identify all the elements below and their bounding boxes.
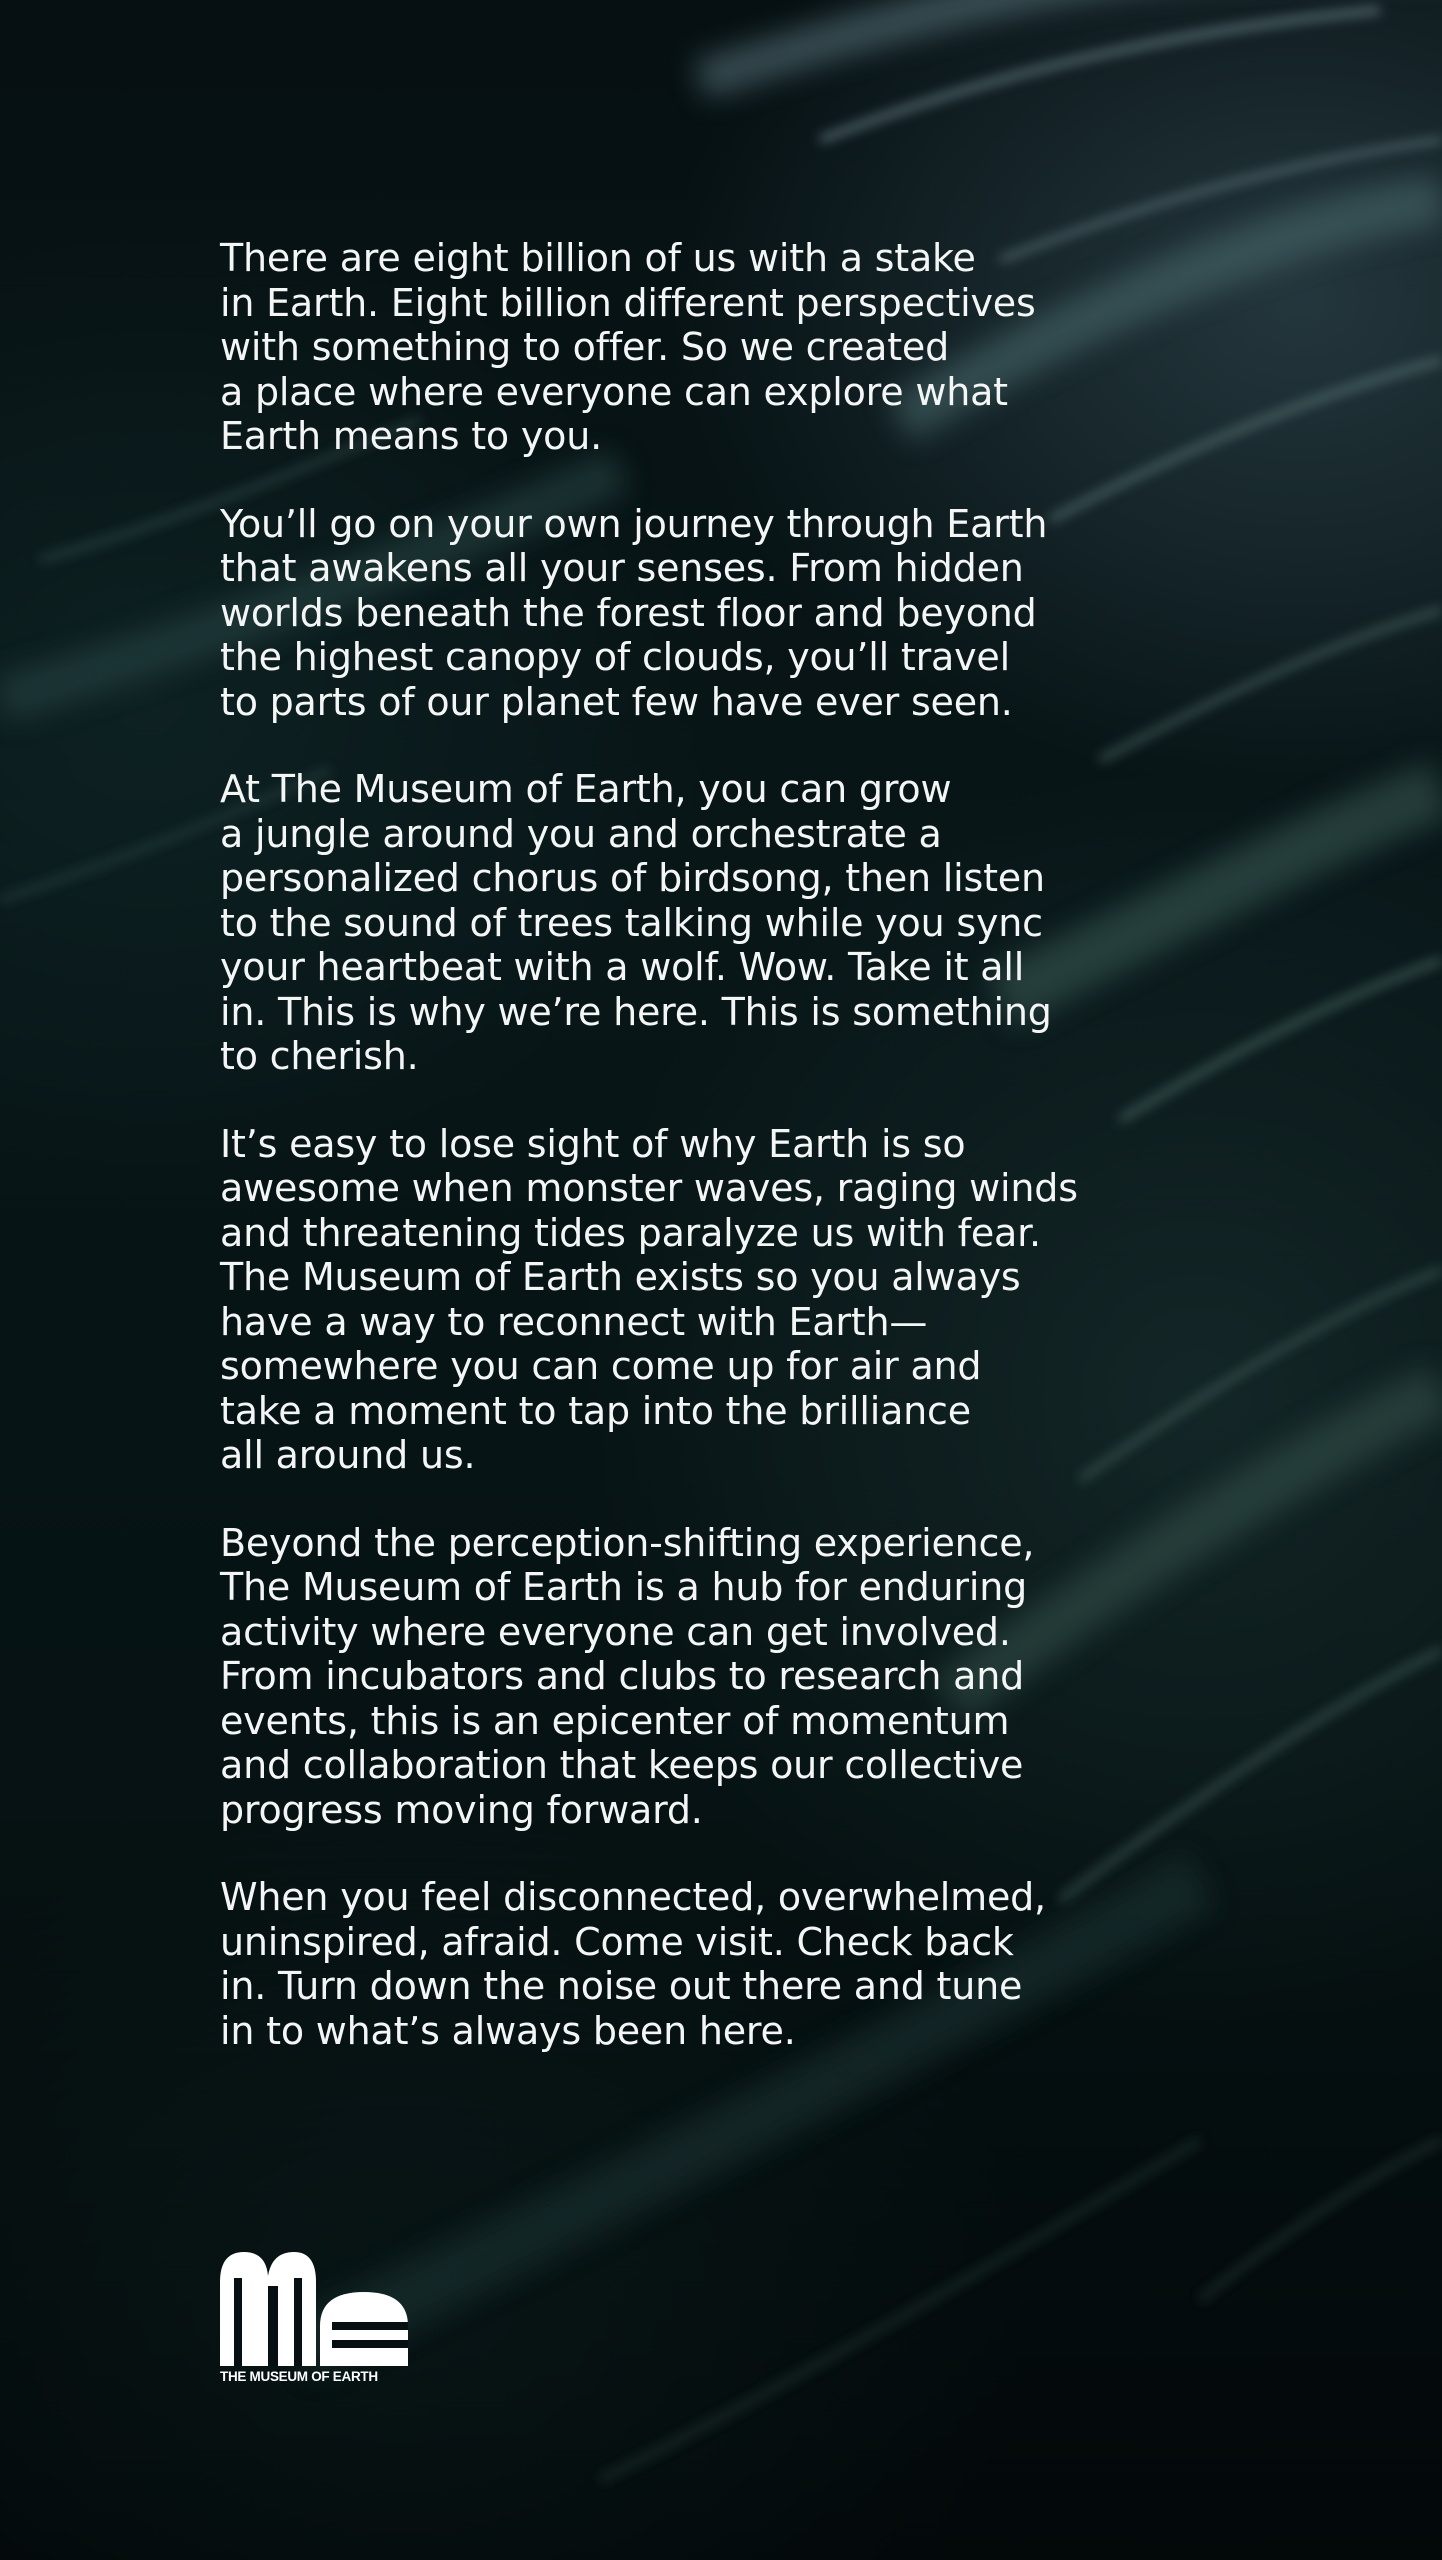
logo-wordmark: THE MUSEUM OF EARTH <box>220 2369 378 2384</box>
body-copy <box>220 236 1220 2096</box>
paragraph-3: At The Museum of Earth, you can grow a jungle around you and orchestrate a personalized chorus of birdsong, then listen to the sound of trees talking while you sync your heartbeat with a wolf. Wow. Take it all in. This is why we’re here. This is something to cherish. <box>220 767 1052 1078</box>
paragraph-2: You’ll go on your own journey through Earth that awakens all your senses. From hidden worlds beneath the forest floor and beyond the highest canopy of clouds, you’ll travel to parts of our planet few have ever seen. <box>220 501 1048 724</box>
paragraph-5: Beyond the perception-shifting experience, The Museum of Earth is a hub for enduring activity where everyone can get involved. From incubators and clubs to research and events, this is an epicenter of momentum and collaboration that keeps our collective progress moving forward. <box>220 1520 1035 1832</box>
museum-of-earth-logo <box>220 2248 410 2388</box>
paragraph-4: It’s easy to lose sight of why Earth is so awesome when monster waves, raging winds and threatening tides paralyze us with fear. The Museum of Earth exists so you always have a way to reconnect with Earth— somewhere you can come up for air and take a moment to tap into the brilliance all around us. <box>220 1121 1078 1477</box>
paragraph-1: There are eight billion of us with a stake in Earth. Eight billion different perspectives with something to offer. So we created a place where everyone can explore what Earth means to you. <box>220 236 1036 458</box>
paragraph-6: When you feel disconnected, overwhelmed, uninspired, afraid. Come visit. Check back in. Turn down the noise out there and tune in to what’s always been here. <box>220 1875 1046 2053</box>
museum-of-earth-logo-icon <box>220 2248 410 2368</box>
